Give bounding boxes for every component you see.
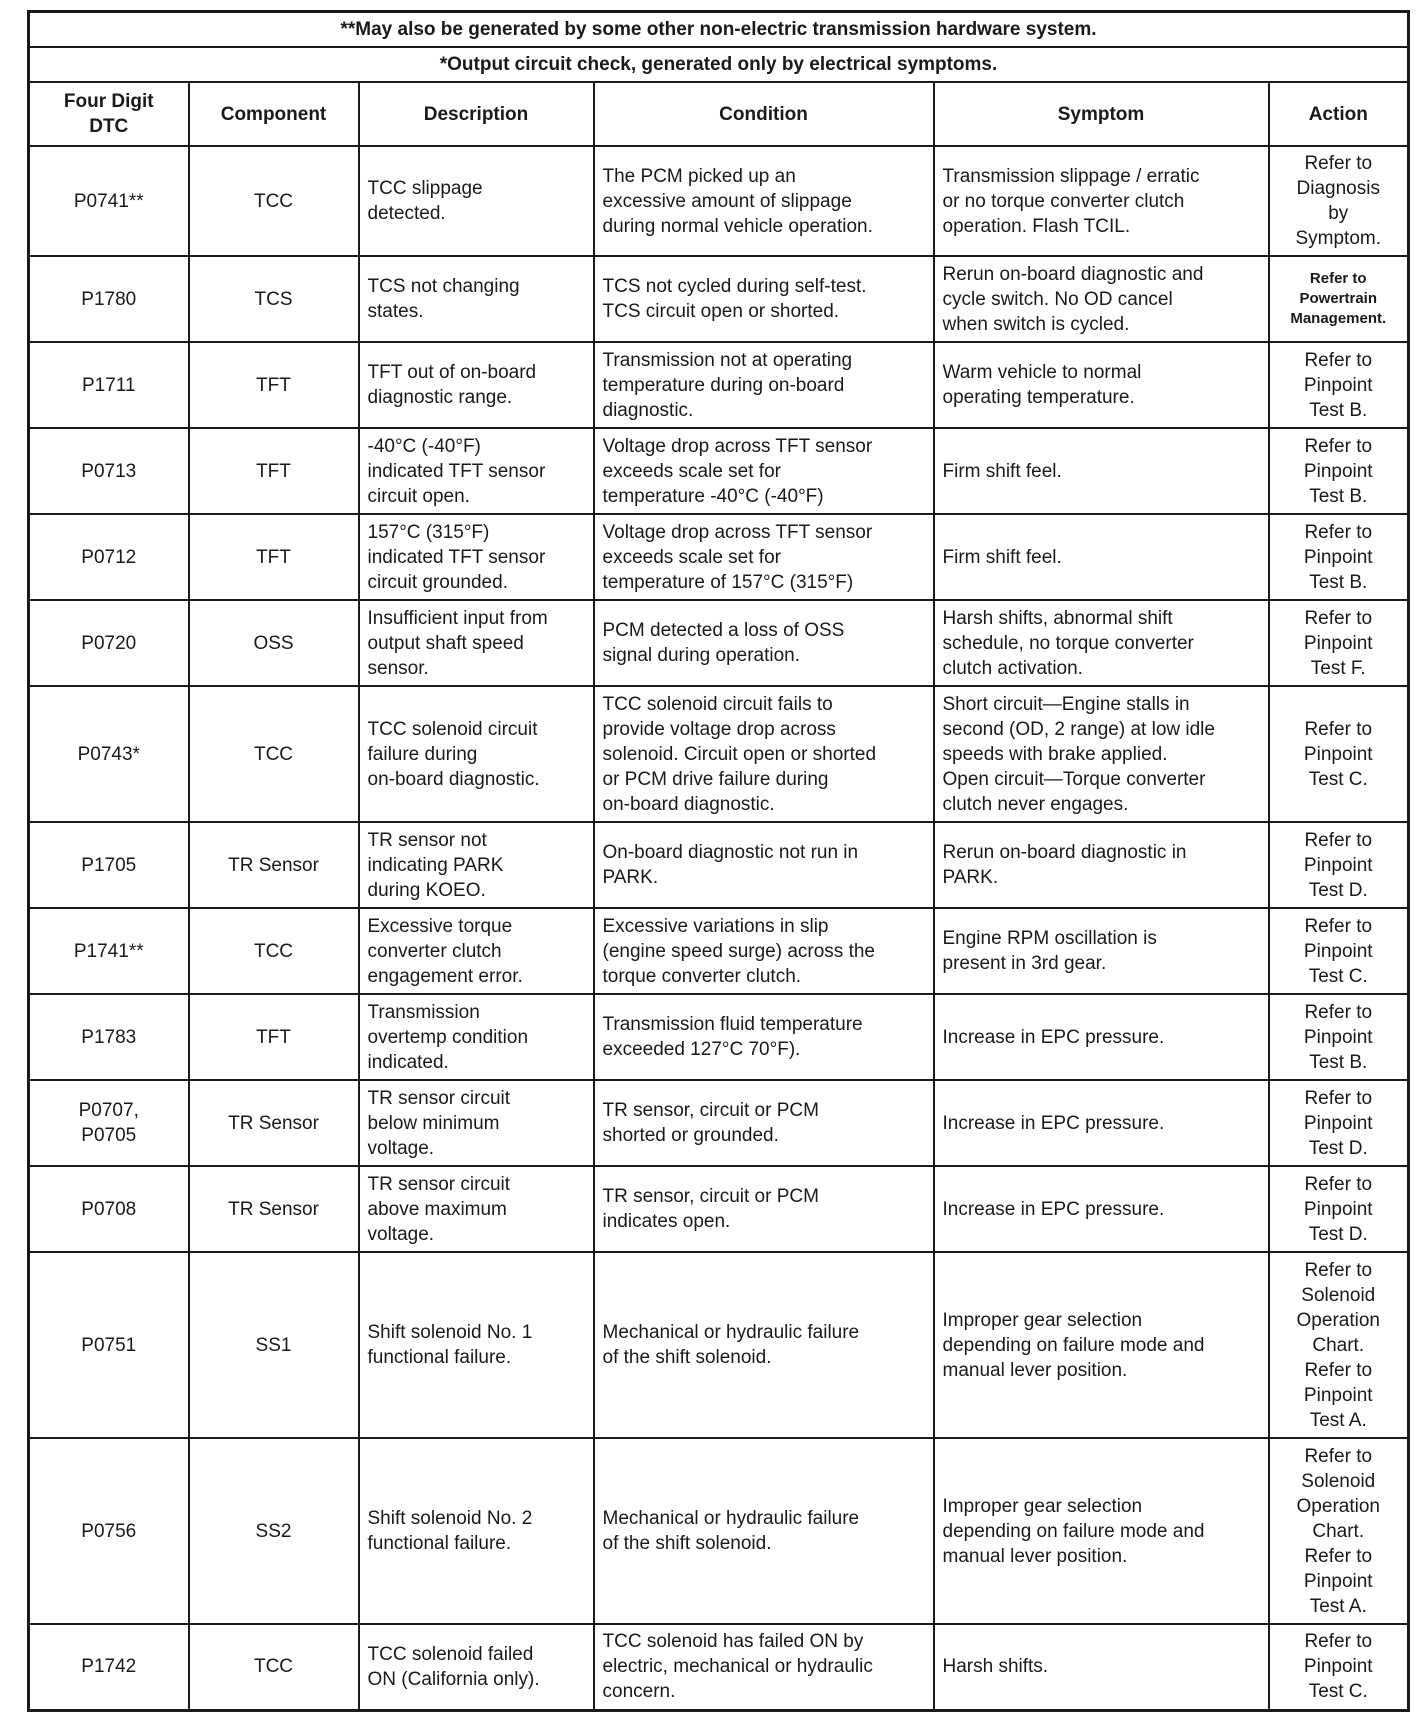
action: Refer to Diagnosis by Symptom. xyxy=(1269,146,1409,256)
action: Refer to Pinpoint Test B. xyxy=(1269,994,1409,1080)
component: TFT xyxy=(189,342,359,428)
condition: Voltage drop across TFT sensor exceeds scale set for temperature of 157°C (315°F) xyxy=(594,514,934,600)
dtc-table xyxy=(27,10,1410,1712)
symptom: Improper gear selection depending on failure mode and manual lever position. xyxy=(934,1438,1269,1624)
component: TR Sensor xyxy=(189,1080,359,1166)
footnote-double-asterisk: **May also be generated by some other non-electric transmission hardware system. xyxy=(29,12,1409,48)
table-row xyxy=(29,822,1409,908)
symptom: Improper gear selection depending on failure mode and manual lever position. xyxy=(934,1252,1269,1438)
component: SS2 xyxy=(189,1438,359,1624)
dtc-code: P0751 xyxy=(29,1252,189,1438)
component: TCC xyxy=(189,908,359,994)
condition: TR sensor, circuit or PCM indicates open. xyxy=(594,1166,934,1252)
condition: Mechanical or hydraulic failure of the shift solenoid. xyxy=(594,1252,934,1438)
dtc-code: P1705 xyxy=(29,822,189,908)
action: Refer to Pinpoint Test B. xyxy=(1269,342,1409,428)
symptom: Increase in EPC pressure. xyxy=(934,994,1269,1080)
table-row xyxy=(29,1080,1409,1166)
component: TCC xyxy=(189,1624,359,1710)
table-row xyxy=(29,428,1409,514)
header-code: Four Digit DTC xyxy=(29,82,189,146)
symptom: Increase in EPC pressure. xyxy=(934,1080,1269,1166)
dtc-code: P1742 xyxy=(29,1624,189,1710)
component: TCC xyxy=(189,146,359,256)
symptom: Warm vehicle to normal operating temperature. xyxy=(934,342,1269,428)
dtc-code: P0741** xyxy=(29,146,189,256)
condition: Mechanical or hydraulic failure of the shift solenoid. xyxy=(594,1438,934,1624)
description: TCS not changing states. xyxy=(359,256,594,342)
header-description: Description xyxy=(359,82,594,146)
condition: Transmission fluid temperature exceeded 127°C 70°F). xyxy=(594,994,934,1080)
component: TR Sensor xyxy=(189,1166,359,1252)
symptom: Rerun on-board diagnostic and cycle switch. No OD cancel when switch is cycled. xyxy=(934,256,1269,342)
component: TCC xyxy=(189,686,359,822)
component: TR Sensor xyxy=(189,822,359,908)
condition: TCS not cycled during self-test. TCS circuit open or shorted. xyxy=(594,256,934,342)
condition: TCC solenoid circuit fails to provide voltage drop across solenoid. Circuit open or shorted or PCM drive failure during on-board diagnostic. xyxy=(594,686,934,822)
dtc-code: P0756 xyxy=(29,1438,189,1624)
dtc-code: P0713 xyxy=(29,428,189,514)
action: Refer to Solenoid Operation Chart. Refer to Pinpoint Test A. xyxy=(1269,1438,1409,1624)
dtc-code: P0707, P0705 xyxy=(29,1080,189,1166)
dtc-code: P1741** xyxy=(29,908,189,994)
component: OSS xyxy=(189,600,359,686)
header-component: Component xyxy=(189,82,359,146)
symptom: Firm shift feel. xyxy=(934,428,1269,514)
description: TCC slippage detected. xyxy=(359,146,594,256)
table-row xyxy=(29,908,1409,994)
condition: Transmission not at operating temperature during on-board diagnostic. xyxy=(594,342,934,428)
description: TR sensor circuit above maximum voltage. xyxy=(359,1166,594,1252)
description: TCC solenoid circuit failure during on-board diagnostic. xyxy=(359,686,594,822)
dtc-table-sheet xyxy=(27,10,1407,1712)
table-row xyxy=(29,1624,1409,1710)
dtc-code: P0708 xyxy=(29,1166,189,1252)
description: TCC solenoid failed ON (California only). xyxy=(359,1624,594,1710)
table-row xyxy=(29,600,1409,686)
component: TFT xyxy=(189,514,359,600)
table-row xyxy=(29,256,1409,342)
description: TR sensor circuit below minimum voltage. xyxy=(359,1080,594,1166)
component: TFT xyxy=(189,994,359,1080)
action: Refer to Powertrain Management. xyxy=(1269,256,1409,342)
action: Refer to Pinpoint Test F. xyxy=(1269,600,1409,686)
condition: Excessive variations in slip (engine speed surge) across the torque converter clutch. xyxy=(594,908,934,994)
header-condition: Condition xyxy=(594,82,934,146)
symptom: Rerun on-board diagnostic in PARK. xyxy=(934,822,1269,908)
description: Transmission overtemp condition indicated. xyxy=(359,994,594,1080)
description: TR sensor not indicating PARK during KOEO. xyxy=(359,822,594,908)
description: Excessive torque converter clutch engagement error. xyxy=(359,908,594,994)
action: Refer to Pinpoint Test D. xyxy=(1269,1166,1409,1252)
condition: TR sensor, circuit or PCM shorted or grounded. xyxy=(594,1080,934,1166)
action: Refer to Pinpoint Test D. xyxy=(1269,822,1409,908)
description: Insufficient input from output shaft speed sensor. xyxy=(359,600,594,686)
dtc-code: P1780 xyxy=(29,256,189,342)
action: Refer to Pinpoint Test D. xyxy=(1269,1080,1409,1166)
description: -40°C (-40°F) indicated TFT sensor circuit open. xyxy=(359,428,594,514)
dtc-code: P0712 xyxy=(29,514,189,600)
header-action: Action xyxy=(1269,82,1409,146)
component: SS1 xyxy=(189,1252,359,1438)
action: Refer to Pinpoint Test B. xyxy=(1269,514,1409,600)
symptom: Engine RPM oscillation is present in 3rd gear. xyxy=(934,908,1269,994)
symptom: Harsh shifts. xyxy=(934,1624,1269,1710)
description: 157°C (315°F) indicated TFT sensor circuit grounded. xyxy=(359,514,594,600)
symptom: Firm shift feel. xyxy=(934,514,1269,600)
table-header-row xyxy=(29,82,1409,146)
dtc-code: P0720 xyxy=(29,600,189,686)
component: TFT xyxy=(189,428,359,514)
condition: On-board diagnostic not run in PARK. xyxy=(594,822,934,908)
symptom: Increase in EPC pressure. xyxy=(934,1166,1269,1252)
table-row xyxy=(29,1252,1409,1438)
component: TCS xyxy=(189,256,359,342)
action: Refer to Pinpoint Test C. xyxy=(1269,686,1409,822)
note-row-2 xyxy=(29,47,1409,82)
description: TFT out of on-board diagnostic range. xyxy=(359,342,594,428)
condition: The PCM picked up an excessive amount of slippage during normal vehicle operation. xyxy=(594,146,934,256)
action: Refer to Solenoid Operation Chart. Refer to Pinpoint Test A. xyxy=(1269,1252,1409,1438)
table-row xyxy=(29,994,1409,1080)
symptom: Transmission slippage / erratic or no torque converter clutch operation. Flash TCIL. xyxy=(934,146,1269,256)
symptom: Short circuit—Engine stalls in second (OD, 2 range) at low idle speeds with brake applied. Open circuit—Torque converter clutch never engages. xyxy=(934,686,1269,822)
action: Refer to Pinpoint Test B. xyxy=(1269,428,1409,514)
dtc-code: P1711 xyxy=(29,342,189,428)
dtc-code: P1783 xyxy=(29,994,189,1080)
action: Refer to Pinpoint Test C. xyxy=(1269,1624,1409,1710)
table-row xyxy=(29,146,1409,256)
table-row xyxy=(29,1166,1409,1252)
condition: PCM detected a loss of OSS signal during operation. xyxy=(594,600,934,686)
table-row xyxy=(29,686,1409,822)
symptom: Harsh shifts, abnormal shift schedule, no torque converter clutch activation. xyxy=(934,600,1269,686)
table-row xyxy=(29,1438,1409,1624)
note-row-1 xyxy=(29,12,1409,48)
description: Shift solenoid No. 1 functional failure. xyxy=(359,1252,594,1438)
description: Shift solenoid No. 2 functional failure. xyxy=(359,1438,594,1624)
action: Refer to Pinpoint Test C. xyxy=(1269,908,1409,994)
footnote-single-asterisk: *Output circuit check, generated only by electrical symptoms. xyxy=(29,47,1409,82)
dtc-code: P0743* xyxy=(29,686,189,822)
condition: TCC solenoid has failed ON by electric, mechanical or hydraulic concern. xyxy=(594,1624,934,1710)
table-row xyxy=(29,514,1409,600)
header-symptom: Symptom xyxy=(934,82,1269,146)
condition: Voltage drop across TFT sensor exceeds scale set for temperature -40°C (-40°F) xyxy=(594,428,934,514)
table-row xyxy=(29,342,1409,428)
